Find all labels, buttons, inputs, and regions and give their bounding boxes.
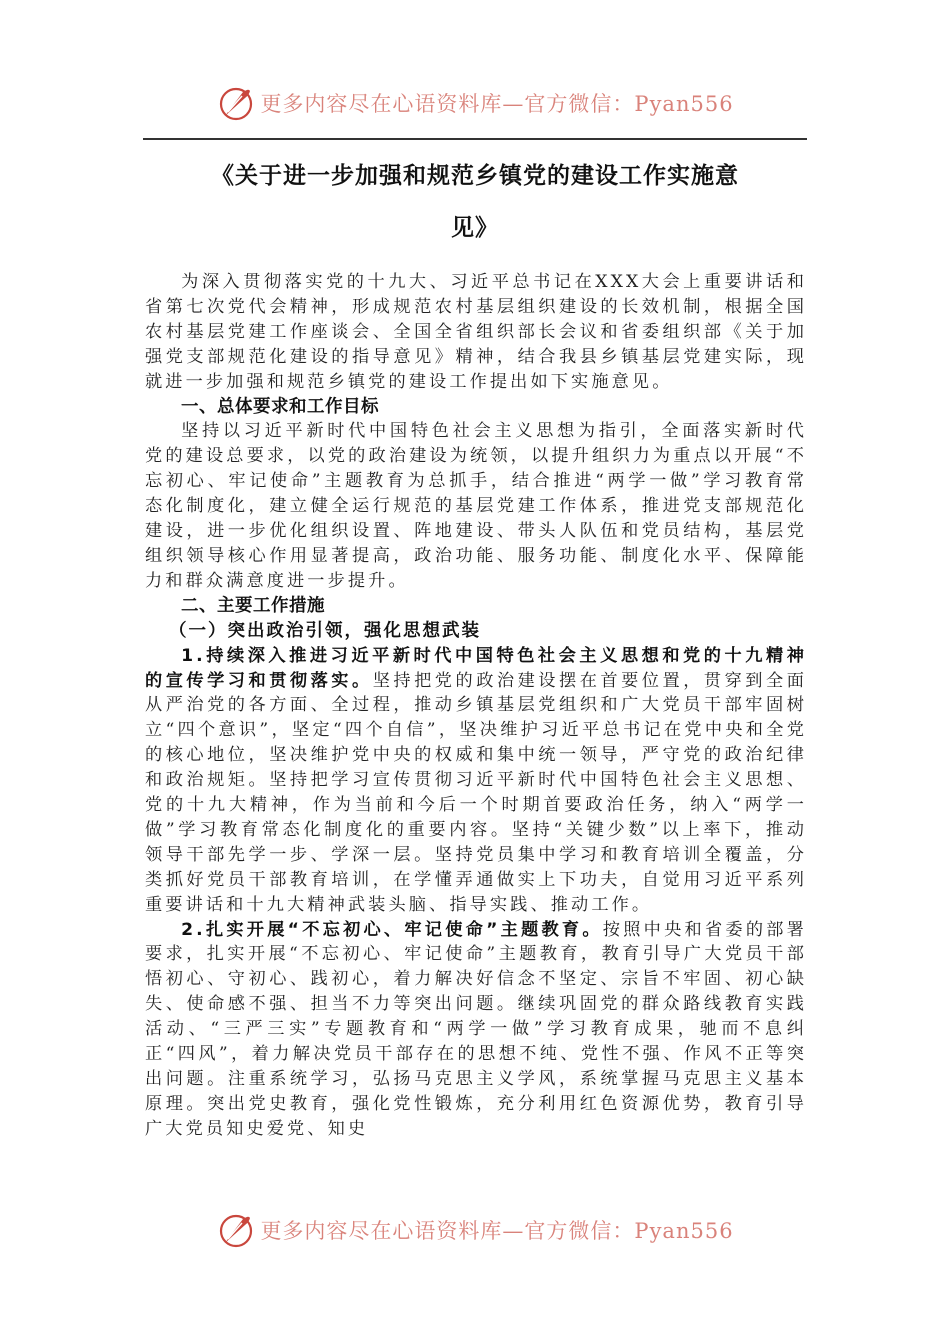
footer-watermark-banner [0, 1205, 950, 1255]
item-2-paragraph [145, 918, 807, 1142]
document-body [145, 270, 807, 1142]
item-2-body: 按照中央和省委的部署要求，扎实开展“不忘初心、牢记使命”主题教育，教育引导广大党员干部悟初心、守初心、践初心，着力解决好信念不坚定、宗旨不牢固、初心缺失、使命感不强、担当不力等突出问题。继续巩固党的群众路线教育实践活动、“三严三实”专题教育和“两学一做”学习教育成果，驰而不息纠正“四风”，着力解决党员干部存在的思想不纯、党性不强、作风不正等突出问题。注重系统学习，弘扬马克思主义学风，系统掌握马克思主义基本原理。突出党史教育，强化党性锻炼，充分利用红色资源优势，教育引导广大党员知史爱党、知史 [145, 919, 807, 1139]
header-watermark-banner [0, 78, 950, 128]
item-2-lead: 2.扎实开展“不忘初心、牢记使命”主题教育。 [181, 919, 603, 940]
header-divider [143, 138, 807, 140]
quill-pen-logo-icon [216, 83, 256, 123]
section-heading-2: 二、主要工作措施 [181, 595, 325, 616]
document-title-line2: 见》 [451, 215, 499, 241]
section-heading-1: 一、总体要求和工作目标 [181, 396, 379, 417]
item-1-paragraph [145, 644, 807, 918]
subsection-heading-1: （一）突出政治引领，强化思想武装 [169, 620, 481, 641]
document-title-line1: 《关于进一步加强和规范乡镇党的建设工作实施意 [211, 163, 739, 189]
section-1-paragraph: 坚持以习近平新时代中国特色社会主义思想为指引，全面落实新时代党的建设总要求，以党的政治建设为统领，以提升组织力为重点以开展“不忘初心、牢记使命”主题教育为总抓手，结合推进“两学一做”学习教育常态化制度化，建立健全运行规范的基层党建工作体系，推进党支部规范化建设，进一步优化组织设置、阵地建设、带头人队伍和党员结构，基层党组织领导核心作用显著提高，政治功能、服务功能、制度化水平、保障能力和群众满意度进一步提升。 [145, 421, 807, 591]
document-title [145, 150, 805, 254]
footer-watermark-text: 更多内容尽在心语资料库—官方微信：Pyan556 [260, 1219, 734, 1243]
header-watermark-text: 更多内容尽在心语资料库—官方微信：Pyan556 [260, 92, 734, 116]
intro-paragraph: 为深入贯彻落实党的十九大、习近平总书记在XXX大会上重要讲话和省第七次党代会精神，形成规范农村基层组织建设的长效机制，根据全国农村基层党建工作座谈会、全国全省组织部长会议和省委组织部《关于加强党支部规范化建设的指导意见》精神，结合我县乡镇基层党建实际，现就进一步加强和规范乡镇党的建设工作提出如下实施意见。 [145, 272, 807, 392]
quill-pen-logo-icon [216, 1210, 256, 1250]
item-1-body: 坚持把党的政治建设摆在首要位置，贯穿到全面从严治党的各方面、全过程，推动乡镇基层党组织和广大党员干部牢固树立“四个意识”，坚定“四个自信”，坚决维护习近平总书记在党中央和全党的核心地位，坚决维护党中央的权威和集中统一领导，严守党的政治纪律和政治规矩。坚持把学习宣传贯彻习近平新时代中国特色社会主义思想、党的十九大精神，作为当前和今后一个时期首要政治任务，纳入“两学一做”学习教育常态化制度化的重要内容。坚持“关键少数”以上率下，推动领导干部先学一步、学深一层。坚持党员集中学习和教育培训全覆盖，分类抓好党员干部教育培训，在学懂弄通做实上下功夫，自觉用习近平系列重要讲话和十九大精神武装头脑、指导实践、推动工作。 [145, 670, 807, 915]
item-1-lead: 1.持续深入推进习近平新时代中国特色社会主义思想和党的十九精神的宣传学习和贯彻落实。 [145, 645, 807, 691]
